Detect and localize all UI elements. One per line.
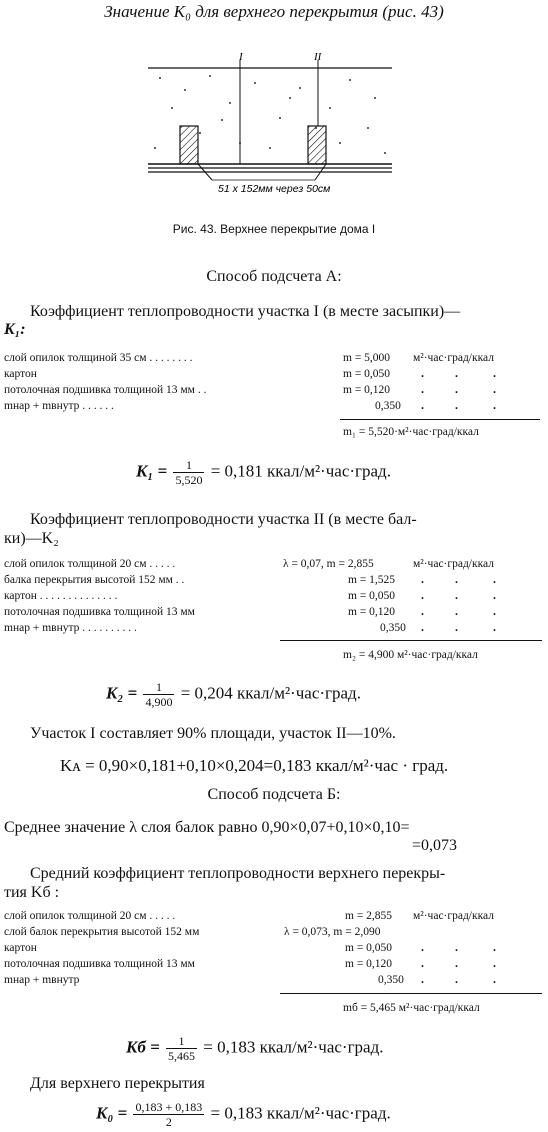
final-intro: Для верхнего перекрытия bbox=[30, 1075, 205, 1092]
table-row-value: m = 0,050 bbox=[348, 590, 396, 602]
table-row-value: m = 5,000 bbox=[343, 352, 391, 364]
k2-intro-line1: Коэффициент теплопроводности участка II (в месте бал- bbox=[30, 511, 417, 528]
label-i: I bbox=[239, 51, 243, 63]
table-row-unit: м²·час·град/ккал bbox=[413, 910, 494, 922]
kb-intro-line1: Средний коэффициент теплопроводности верхнего перекры- bbox=[30, 865, 446, 882]
table-row-value: m = 0,050 bbox=[345, 942, 393, 954]
table-row-label: балка перекрытия высотой 152 мм . . bbox=[4, 574, 185, 586]
table-row-value: λ = 0,07, m = 2,855 bbox=[283, 558, 374, 570]
formula-k0: K₀ = $\frac{0,183 + 0,183}{2}$ = 0,183 ккал/м²·час·град. bbox=[96, 1100, 391, 1129]
label-ii: II bbox=[314, 51, 322, 63]
table-row-label: mнар + mвнутр bbox=[4, 974, 80, 986]
method-a-title: Способ подсчета А: bbox=[206, 268, 342, 285]
floor-section-figure bbox=[140, 48, 400, 198]
sum-rule bbox=[280, 993, 542, 994]
page-heading: Значение K₀ для верхнего перекрытия (рис. 43) bbox=[104, 2, 444, 21]
table-row-value: m = 1,525 bbox=[348, 574, 396, 586]
table-total: mб = 5,465 м²·час·град/ккал bbox=[343, 1002, 480, 1014]
table-row-value: 0,350 bbox=[378, 974, 404, 986]
formula-ka: Kᴀ = 0,90×0,181+0,10×0,204=0,183 ккал/м²·час · град. bbox=[60, 756, 449, 775]
table-row-label: потолочная подшивка толщиной 13 мм bbox=[4, 606, 195, 618]
formula-kb: Kб = $\frac{1}{5,465}$ = 0,183 ккал/м²·час·град. bbox=[126, 1034, 384, 1063]
k1-intro-line1: Коэффициент теплопроводности участка I (в месте засыпки)— bbox=[30, 303, 461, 320]
dimension-note: 51 x 152мм через 50см bbox=[218, 183, 331, 195]
formula-k2: K₂ = $\frac{1}{4,900}$ = 0,204 ккал/м²·час·град. bbox=[106, 680, 361, 709]
table-row-label: картон bbox=[4, 942, 37, 954]
beam-i bbox=[180, 126, 198, 164]
lambda-line2: =0,073 bbox=[412, 837, 458, 854]
table-row-label: слой опилок толщиной 20 см . . . . . bbox=[4, 558, 176, 570]
table-row-label: слой опилок толщиной 35 см . . . . . . . . bbox=[4, 352, 193, 364]
area-share-text: Участок I составляет 90% площади, участок II—10%. bbox=[30, 725, 396, 742]
table-row-label: потолочная подшивка толщиной 13 мм . . bbox=[4, 384, 207, 396]
sum-rule bbox=[280, 640, 542, 641]
table-row-value: m = 0,120 bbox=[348, 606, 396, 618]
table-row-value: m = 0,120 bbox=[343, 384, 391, 396]
table-row-unit: м²·час·град/ккал bbox=[413, 352, 494, 364]
lambda-line1: Среднее значение λ слоя балок равно 0,90×0,07+0,10×0,10= bbox=[4, 819, 410, 836]
table-total: m₁ = 5,520·м²·час·град/ккал bbox=[343, 426, 479, 438]
figure-caption: Рис. 43. Верхнее перекрытие дома I bbox=[172, 222, 376, 236]
table-row-label: картон . . . . . . . . . . . . . . bbox=[4, 590, 118, 602]
table-row-label: картон bbox=[4, 368, 37, 380]
table-row-label: слой балок перекрытия высотой 152 мм bbox=[4, 926, 200, 938]
method-b-title: Способ подсчета Б: bbox=[207, 786, 341, 803]
table-row-value: 0,350 bbox=[375, 400, 401, 412]
kb-intro-line2: тия Kб : bbox=[4, 884, 60, 901]
table-row-label: mнар + mвнутр . . . . . . bbox=[4, 400, 114, 412]
sum-rule bbox=[340, 419, 540, 420]
table-row-label: потолочная подшивка толщиной 13 мм bbox=[4, 958, 195, 970]
table-row-label: слой опилок толщиной 20 см . . . . . bbox=[4, 910, 176, 922]
k1-intro-line2: K₁: bbox=[4, 321, 26, 338]
table-row-value: m = 2,855 bbox=[345, 910, 393, 922]
table-row-unit: м²·час·град/ккал bbox=[413, 558, 494, 570]
k2-intro-line2: ки)—K₂ bbox=[4, 530, 59, 547]
table-row-label: mнар + mвнутр . . . . . . . . . . bbox=[4, 622, 137, 634]
beam-ii bbox=[308, 126, 326, 164]
table-row-value: λ = 0,073, m = 2,090 bbox=[284, 926, 381, 938]
formula-k1: K₁ = $\frac{1}{5,520}$ = 0,181 ккал/м²·час·град. bbox=[136, 458, 391, 487]
table-row-value: m = 0,050 bbox=[343, 368, 391, 380]
table-total: m₂ = 4,900 м²·час·град/ккал bbox=[343, 649, 478, 661]
table-row-value: m = 0,120 bbox=[345, 958, 393, 970]
table-row-value: 0,350 bbox=[380, 622, 406, 634]
